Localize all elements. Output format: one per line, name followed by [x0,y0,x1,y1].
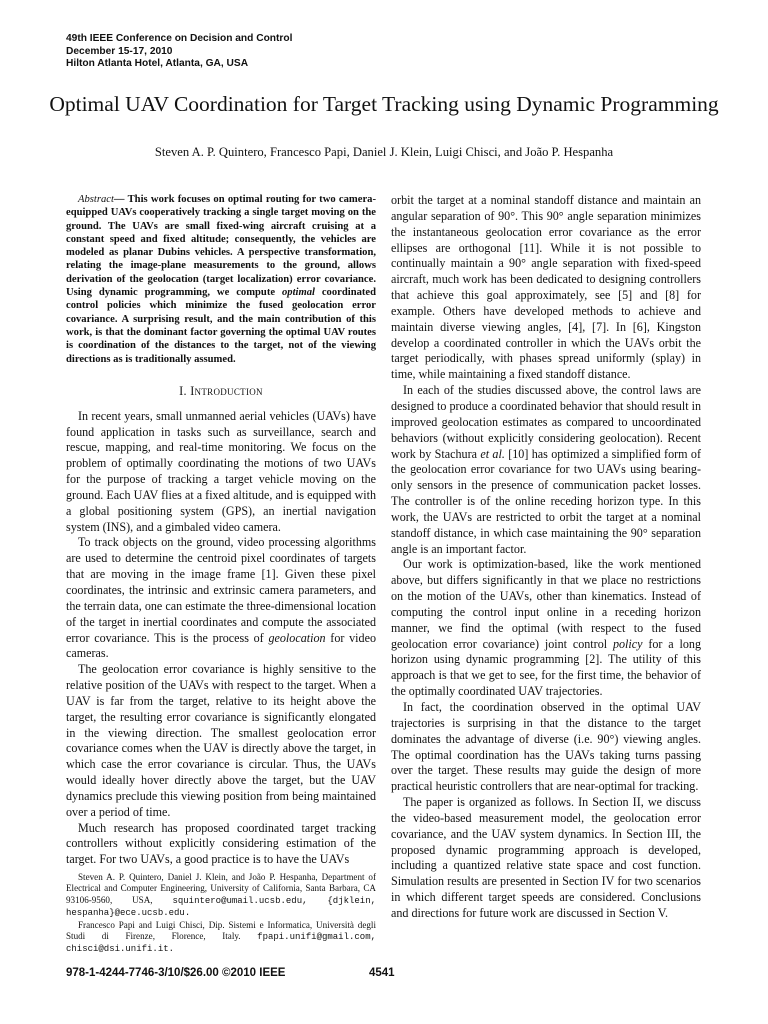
footnote-firenze-text: Francesco Papi and Luigi Chisci, Dip. Sistemi e Informatica, Università degli Studi di Firenze, Florence, Italy. [66,919,376,942]
conference-dates: December 15-17, 2010 [66,45,173,57]
intro-p7-text-a: Our work is optimization-based, like the work mentioned above, but differs significantly in that we place no restrictions on the motion of the UAVs, other than kinematics. Instead of computing the control input online in a receding horizon manner, we find the optimal (with respect to the fused geolocation error covariance) joint control [391,557,701,651]
intro-paragraph-8: In fact, the coordination observed in the optimal UAV trajectories is surprising in that the distance to the target dominates the advantage of diverse (i.e. 90°) viewing angles. The optimal coordination has the UAVs taking turns passing over the target. These results may guide the design of more practical heuristic controllers that are near-optimal for tracking. [391,700,701,794]
left-column [66,193,376,868]
abstract-label: Abstract [78,194,114,205]
intro-p2-text-b: for video cameras. [66,630,376,661]
intro-paragraph-5: orbit the target at a nominal standoff distance and maintain an angular separation of 90°. This 90° angle separation minimizes the instantaneous geolocation error covariance as the error ellipses are orthogonal [11]. While it is not possible to continually maintain a 90° angle separation with fixed-speed aircraft, much work has been dedicated to designing controllers that achieve this goal approximately, see [5] and [8] for example. Others have developed methods to achieve and maintain diverse viewing angles, [4], [7]. In [6], Kingston develop a coordinated controller in which the UAVs orbit the target periodically, with phases spread uniformly (splay) in time, while maintaining a fixed standoff distance. [391,193,701,382]
intro-p2-text-a: To track objects on the ground, video processing algorithms are used to determine the centroid pixel coordinates of targets that are moving in the image frame [1]. Given these pixel coordinates, the intrinsic and extrinsic camera parameters, and the terrain data, one can estimate the three-dimensional location of the target in inertial coordinates and compute the associated error covariance. This is the process of [66,535,376,645]
isbn-copyright: 978-1-4244-7746-3/10/$26.00 ©2010 IEEE [66,967,286,979]
intro-paragraph-2 [66,535,376,662]
footnote-ucsb-email-b: {djklein, hespanha}@ece.ucsb.edu. [66,895,376,919]
intro-paragraph-3: The geolocation error covariance is highly sensitive to the relative position of the UAVs with respect to the target. When a UAV is far from the target, relative to its height above the target, the resulting error covariance is significantly elongated in the viewing direction. The smallest geolocation error covariance comes when the UAV is directly above the target, in which case the error covariance is circular. Thus, the UAVs would ideally hover directly above the target, but the UAV dynamics preclude this viewing position from being maintained over a period of time. [66,662,376,819]
abstract-text-b: coordinated control policies which minimize the fused geolocation error covariance. A surprising result, and the main contribution of this work, is that the dominant factor governing the optimal UAV routes is coordination of the distances to the target, not of the viewing directions as is traditionally assumed. [66,287,376,365]
intro-p6-text-a: In each of the studies discussed above, the control laws are designed to produce a coordinated behavior that should result in improved geolocation estimates as compared to uncoordinated behaviors (without explicitly considering geolocation). Recent work by Stachura [391,383,701,461]
abstract-text-a: This work focuses on optimal routing for two camera-equipped UAVs cooperatively tracking a single target moving on the ground. The UAVs are small fixed-wing aircraft cruising at a constant speed and fixed altitude; consequently, the vehicles are modeled as planar Dubins vehicles. A perspective transformation, relating the image-plane measurements to the ground, allows derivation of the geolocation (target localization) error covariance. Using dynamic programming, we compute [66,194,376,299]
abstract-emphasis: optimal [281,287,315,299]
intro-paragraph-9: The paper is organized as follows. In Section II, we discuss the video-based measurement model, the geolocation error covariance, and the UAV system dynamics. In Section III, the proposed dynamic programming approach is developed, including a quantized relative state space and cost function. Simulation results are presented in Section IV for two scenarios in which different target speeds are considered. Conclusions and directions for future work are discussed in Section V. [391,795,701,920]
footnote-firenze [66,920,376,956]
intro-p7-text-b: for a long horizon using dynamic programming [2]. The utility of this approach is that we get to see, for the first time, the behavior of the optimally coordinated UAV trajectories. [391,636,701,699]
section-heading-introduction: I. Introduction [179,383,263,398]
intro-p7-emphasis: policy [612,636,643,651]
conference-venue: Hilton Atlanta Hotel, Atlanta, GA, USA [66,58,249,69]
author-footnotes [66,872,376,956]
abstract [66,193,376,366]
page-number: 4541 [369,967,395,979]
intro-paragraph-1: In recent years, small unmanned aerial vehicles (UAVs) have found application in tasks such as surveillance, search and rescue, mapping, and real-time monitoring. We focus on the problem of optimally coordinating the motions of two UAVs for the purpose of tracking a target vehicle moving on the ground. Each UAV flies at a fixed altitude, and is equipped with a global positioning system (GPS), an inertial navigation system (INS), and a gimbaled video camera. [66,408,376,534]
footnote-ucsb [66,872,376,920]
abstract-dash: — [113,194,128,205]
intro-p2-emphasis: geolocation [268,630,326,645]
right-column [391,193,701,922]
intro-paragraph-4: Much research has proposed coordinated target tracking controllers without explicitly considering estimation of the target. For two UAVs, a good practice is to have the UAVs [66,820,376,867]
intro-paragraph-6 [391,383,701,557]
footnote-firenze-email-b: chisci@dsi.unifi.it. [66,944,175,955]
footnote-ucsb-email-a: squintero@umail.ucsb.edu, [172,895,308,906]
conference-header [66,33,292,71]
footnote-firenze-email-a: fpapi.unifi@gmail.com, [257,932,376,943]
conference-name: 49th IEEE Conference on Decision and Control [66,33,293,44]
intro-p6-text-b: [10] has optimized a simplified form of the geolocation error covariance for two UAVs using bearing-only sensors in the presence of communication packet losses. The controller is of the online receding horizon type. In this work, the UAVs are restricted to orbit the target at a nominal standoff distance, in which case maintaining the 90° separation angle is an important factor. [391,446,701,556]
paper-title: Optimal UAV Coordination for Target Tracking using Dynamic Programming [49,92,719,116]
footnote-ucsb-text: Steven A. P. Quintero, Daniel J. Klein, and João P. Hespanha, Department of Electrical and Computer Engineering, University of California, Santa Barbara, CA 93106-9560, USA, [66,872,376,905]
intro-p6-emphasis: et al. [480,446,505,461]
author-list: Steven A. P. Quintero, Francesco Papi, Daniel J. Klein, Luigi Chisci, and João P. Hespanha [154,145,614,159]
intro-paragraph-7 [391,557,701,700]
